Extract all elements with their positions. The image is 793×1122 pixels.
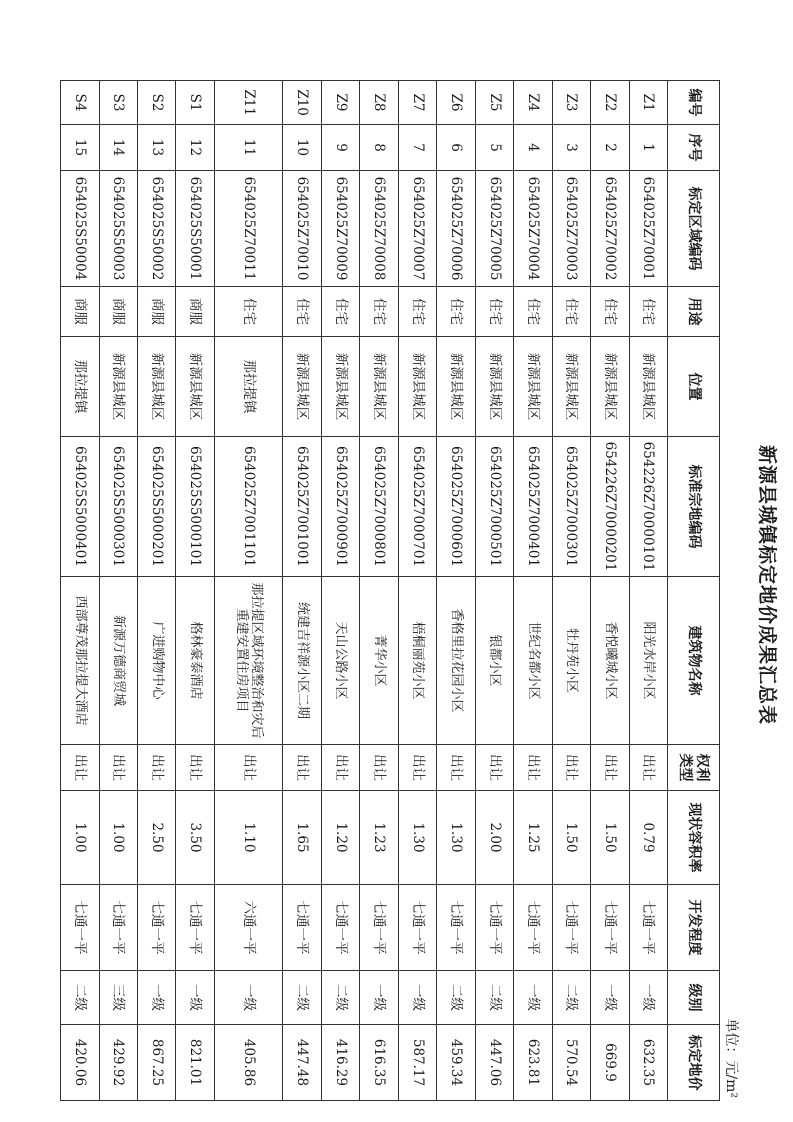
cell-yt: 住宅 (591, 287, 629, 337)
header-kf: 开发程度 (668, 885, 720, 971)
cell-dj: 669.9 (591, 1025, 629, 1101)
cell-bh: S3 (99, 81, 137, 125)
table-row (475, 81, 513, 1101)
cell-xh: 4 (514, 125, 552, 171)
cell-wz: 那拉提镇 (61, 337, 100, 437)
cell-mc: 天山公路小区 (321, 577, 359, 745)
cell-yt: 商服 (138, 287, 176, 337)
cell-kf: 七通一平 (360, 885, 398, 971)
cell-yt: 住宅 (214, 287, 283, 337)
cell-mc: 西部尊茂那拉提大酒店 (61, 577, 100, 745)
cell-kf: 六通一平 (214, 885, 283, 971)
cell-bqbm: 654025Z70001 (629, 171, 667, 287)
cell-yt: 住宅 (398, 287, 436, 337)
cell-bh: S1 (176, 81, 214, 125)
cell-bqbm: 654025S50001 (176, 171, 214, 287)
cell-dj: 429.92 (99, 1025, 137, 1101)
cell-bqbm: 654025S50003 (99, 171, 137, 287)
cell-xh: 9 (321, 125, 359, 171)
cell-kf: 七通一平 (475, 885, 513, 971)
unit-label: 单位：元/m² (723, 1018, 739, 1098)
cell-bh: Z1 (629, 81, 667, 125)
cell-xh: 15 (61, 125, 100, 171)
cell-rjl: 1.50 (591, 791, 629, 885)
cell-jb: 一级 (514, 971, 552, 1025)
cell-bh: S4 (61, 81, 100, 125)
cell-bzzd: 654025Z7000301 (552, 437, 590, 577)
cell-bzzd: 654025S5000401 (61, 437, 100, 577)
cell-bzzd: 654025Z7000601 (437, 437, 475, 577)
cell-kf: 七通一平 (99, 885, 137, 971)
cell-bzzd: 654025Z7001101 (214, 437, 283, 577)
cell-rjl: 2.00 (475, 791, 513, 885)
cell-jb: 二级 (475, 971, 513, 1025)
table-body (61, 81, 668, 1101)
cell-dj: 447.48 (283, 1025, 321, 1101)
cell-bzzd: 654025Z7000901 (321, 437, 359, 577)
cell-mc: 香格里拉花园小区 (437, 577, 475, 745)
cell-kf: 七通一平 (138, 885, 176, 971)
header-qlx: 权利类型 (668, 745, 720, 791)
cell-yt: 住宅 (321, 287, 359, 337)
cell-bqbm: 654025Z70003 (552, 171, 590, 287)
cell-rjl: 1.50 (552, 791, 590, 885)
cell-xh: 12 (176, 125, 214, 171)
cell-rjl: 2.50 (138, 791, 176, 885)
cell-wz: 新源县城区 (176, 337, 214, 437)
cell-bqbm: 654025S50004 (61, 171, 100, 287)
cell-jb: 一级 (629, 971, 667, 1025)
cell-mc: 统建吉祥源小区二期 (283, 577, 321, 745)
cell-jb: 一级 (360, 971, 398, 1025)
cell-mc: 牡丹苑小区 (552, 577, 590, 745)
cell-dj: 420.06 (61, 1025, 100, 1101)
cell-bzzd: 654025Z7000401 (514, 437, 552, 577)
cell-bh: S2 (138, 81, 176, 125)
table-row (321, 81, 359, 1101)
cell-bqbm: 654025Z70006 (437, 171, 475, 287)
cell-dj: 623.81 (514, 1025, 552, 1101)
cell-dj: 867.25 (138, 1025, 176, 1101)
cell-yt: 商服 (99, 287, 137, 337)
cell-dj: 632.35 (629, 1025, 667, 1101)
cell-jb: 一级 (138, 971, 176, 1025)
cell-wz: 新源县城区 (475, 337, 513, 437)
cell-bzzd: 654025S5000101 (176, 437, 214, 577)
table-row (591, 81, 629, 1101)
cell-bqbm: 654025Z70008 (360, 171, 398, 287)
cell-bzzd: 654025Z7000801 (360, 437, 398, 577)
cell-wz: 新源县城区 (283, 337, 321, 437)
cell-wz: 新源县城区 (591, 337, 629, 437)
cell-qlx: 出让 (99, 745, 137, 791)
cell-bzzd: 654226Z70000201 (591, 437, 629, 577)
cell-bqbm: 654025Z70004 (514, 171, 552, 287)
cell-qlx: 出让 (176, 745, 214, 791)
cell-qlx: 出让 (552, 745, 590, 791)
cell-jb: 二级 (552, 971, 590, 1025)
cell-bzzd: 654025Z7001001 (283, 437, 321, 577)
cell-qlx: 出让 (321, 745, 359, 791)
cell-dj: 821.01 (176, 1025, 214, 1101)
cell-rjl: 1.30 (398, 791, 436, 885)
cell-xh: 14 (99, 125, 137, 171)
cell-jb: 三级 (99, 971, 137, 1025)
cell-bh: Z3 (552, 81, 590, 125)
cell-bh: Z11 (214, 81, 283, 125)
cell-xh: 2 (591, 125, 629, 171)
table-row (398, 81, 436, 1101)
cell-yt: 住宅 (629, 287, 667, 337)
cell-wz: 那拉提镇 (214, 337, 283, 437)
cell-dj: 587.17 (398, 1025, 436, 1101)
header-yt: 用途 (668, 287, 720, 337)
cell-xh: 13 (138, 125, 176, 171)
cell-bqbm: 654025Z70009 (321, 171, 359, 287)
cell-yt: 住宅 (437, 287, 475, 337)
cell-dj: 447.06 (475, 1025, 513, 1101)
cell-bzzd: 654025S5000301 (99, 437, 137, 577)
header-xh: 序号 (668, 125, 720, 171)
cell-bh: Z7 (398, 81, 436, 125)
header-rjl: 现状容积率 (668, 791, 720, 885)
cell-wz: 新源县城区 (398, 337, 436, 437)
cell-xh: 8 (360, 125, 398, 171)
table-row (176, 81, 214, 1101)
cell-jb: 二级 (321, 971, 359, 1025)
cell-dj: 616.35 (360, 1025, 398, 1101)
cell-mc: 阳光水岸小区 (629, 577, 667, 745)
cell-kf: 七通一平 (591, 885, 629, 971)
rotated-sheet (60, 80, 778, 1098)
cell-kf: 七通一平 (514, 885, 552, 971)
cell-wz: 新源县城区 (514, 337, 552, 437)
table-row (552, 81, 590, 1101)
table-row (99, 81, 137, 1101)
cell-qlx: 出让 (283, 745, 321, 791)
cell-rjl: 1.10 (214, 791, 283, 885)
cell-kf: 七通一平 (61, 885, 100, 971)
cell-rjl: 1.23 (360, 791, 398, 885)
cell-jb: 二级 (61, 971, 100, 1025)
cell-wz: 新源县城区 (437, 337, 475, 437)
cell-yt: 住宅 (514, 287, 552, 337)
cell-xh: 10 (283, 125, 321, 171)
cell-bh: Z6 (437, 81, 475, 125)
cell-bqbm: 654025Z70005 (475, 171, 513, 287)
cell-wz: 新源县城区 (360, 337, 398, 437)
table-row (360, 81, 398, 1101)
cell-bqbm: 654025Z70011 (214, 171, 283, 287)
cell-jb: 二级 (437, 971, 475, 1025)
cell-rjl: 1.30 (437, 791, 475, 885)
cell-mc: 那拉提区域环境整治和灾后重建安置住房项目 (214, 577, 283, 745)
cell-bzzd: 654226Z70000101 (629, 437, 667, 577)
cell-qlx: 出让 (591, 745, 629, 791)
cell-bqbm: 654025S50002 (138, 171, 176, 287)
header-dj: 标定地价 (668, 1025, 720, 1101)
cell-qlx: 出让 (138, 745, 176, 791)
cell-bh: Z4 (514, 81, 552, 125)
cell-rjl: 1.65 (283, 791, 321, 885)
cell-bqbm: 654025Z70010 (283, 171, 321, 287)
table-row (61, 81, 100, 1101)
header-bzzd: 标准宗地编码 (668, 437, 720, 577)
cell-dj: 416.29 (321, 1025, 359, 1101)
header-wz: 位置 (668, 337, 720, 437)
page-title: 新源县城镇标定地价成果汇总表 (756, 444, 778, 725)
cell-rjl: 0.79 (629, 791, 667, 885)
cell-rjl: 1.25 (514, 791, 552, 885)
cell-bzzd: 654025Z7000701 (398, 437, 436, 577)
table-row (138, 81, 176, 1101)
cell-yt: 住宅 (360, 287, 398, 337)
header-bqbm: 标定区域编码 (668, 171, 720, 287)
cell-yt: 商服 (176, 287, 214, 337)
cell-qlx: 出让 (475, 745, 513, 791)
cell-mc: 菁华小区 (360, 577, 398, 745)
cell-bh: Z2 (591, 81, 629, 125)
cell-dj: 405.86 (214, 1025, 283, 1101)
cell-qlx: 出让 (398, 745, 436, 791)
cell-dj: 570.54 (552, 1025, 590, 1101)
cell-xh: 7 (398, 125, 436, 171)
cell-mc: 新源万德商贸城 (99, 577, 137, 745)
cell-kf: 七通一平 (437, 885, 475, 971)
cell-xh: 11 (214, 125, 283, 171)
cell-kf: 七通一平 (283, 885, 321, 971)
cell-kf: 七通一平 (552, 885, 590, 971)
cell-jb: 一级 (398, 971, 436, 1025)
cell-qlx: 出让 (514, 745, 552, 791)
cell-jb: 一级 (591, 971, 629, 1025)
cell-bqbm: 654025Z70002 (591, 171, 629, 287)
cell-mc: 银都小区 (475, 577, 513, 745)
cell-mc: 梧桐丽苑小区 (398, 577, 436, 745)
cell-rjl: 3.50 (176, 791, 214, 885)
cell-bh: Z5 (475, 81, 513, 125)
cell-qlx: 出让 (360, 745, 398, 791)
cell-mc: 广进购物中心 (138, 577, 176, 745)
cell-jb: 一级 (214, 971, 283, 1025)
cell-kf: 七通一平 (321, 885, 359, 971)
cell-bh: Z10 (283, 81, 321, 125)
table-row (437, 81, 475, 1101)
cell-wz: 新源县城区 (321, 337, 359, 437)
cell-rjl: 1.00 (61, 791, 100, 885)
cell-mc: 世纪名都小区 (514, 577, 552, 745)
table-header-row (668, 81, 720, 1101)
cell-rjl: 1.00 (99, 791, 137, 885)
cell-kf: 七通一平 (176, 885, 214, 971)
cell-bzzd: 654025Z7000501 (475, 437, 513, 577)
header-jb: 级别 (668, 971, 720, 1025)
table-row (214, 81, 283, 1101)
cell-qlx: 出让 (61, 745, 100, 791)
table-row (514, 81, 552, 1101)
cell-yt: 住宅 (283, 287, 321, 337)
cell-bh: Z8 (360, 81, 398, 125)
cell-qlx: 出让 (437, 745, 475, 791)
cell-qlx: 出让 (214, 745, 283, 791)
cell-yt: 商服 (61, 287, 100, 337)
cell-wz: 新源县城区 (552, 337, 590, 437)
table-row (283, 81, 321, 1101)
cell-wz: 新源县城区 (99, 337, 137, 437)
cell-jb: 一级 (176, 971, 214, 1025)
cell-kf: 七通一平 (398, 885, 436, 971)
cell-mc: 香悦曦城小区 (591, 577, 629, 745)
cell-bqbm: 654025Z70007 (398, 171, 436, 287)
cell-xh: 5 (475, 125, 513, 171)
cell-wz: 新源县城区 (629, 337, 667, 437)
cell-rjl: 1.20 (321, 791, 359, 885)
cell-dj: 459.34 (437, 1025, 475, 1101)
header-bh: 编号 (668, 81, 720, 125)
cell-yt: 住宅 (552, 287, 590, 337)
cell-mc: 格林豪泰酒店 (176, 577, 214, 745)
cell-wz: 新源县城区 (138, 337, 176, 437)
header-mc: 建筑物名称 (668, 577, 720, 745)
cell-xh: 3 (552, 125, 590, 171)
table-row (629, 81, 667, 1101)
land-price-table (60, 80, 720, 1101)
cell-xh: 1 (629, 125, 667, 171)
cell-yt: 住宅 (475, 287, 513, 337)
cell-jb: 二级 (283, 971, 321, 1025)
cell-kf: 七通一平 (629, 885, 667, 971)
cell-qlx: 出让 (629, 745, 667, 791)
cell-bh: Z9 (321, 81, 359, 125)
cell-xh: 6 (437, 125, 475, 171)
cell-bzzd: 654025S5000201 (138, 437, 176, 577)
